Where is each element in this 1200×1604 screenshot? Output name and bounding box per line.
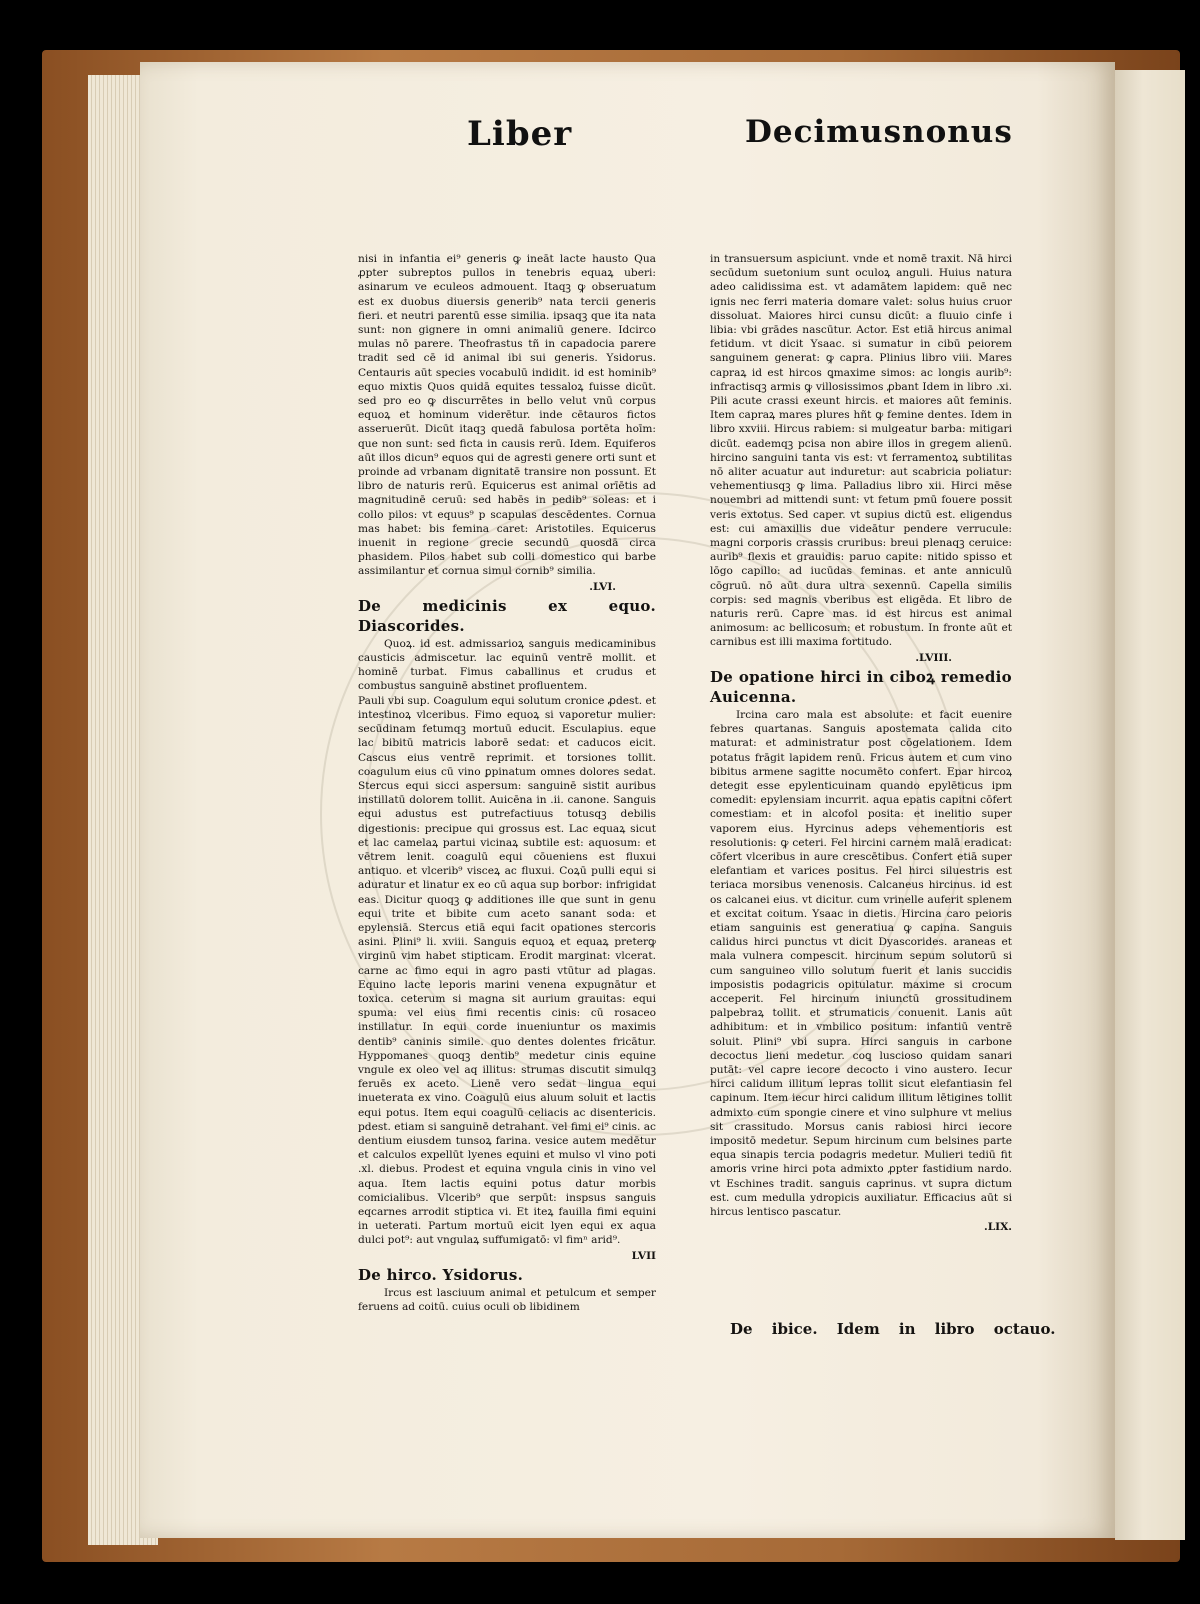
book-page <box>140 62 1115 1538</box>
paragraph: in transuersum aspiciunt. vnde et nomē traxit. Nā hirci secūdum suetonium sunt oculoꝝ anguli. Huius natura adeo calidissima est. vt adamātem lapidem: quē nec ignis nec ferri materia domare valet: solus huius cruor dissoluat. Maiores hirci cunsu dicūt: a fluuio cinfe i libia: vbi grādes nascūtur. Actor. Est etiā hircus animal fetidum. vt dicit Ysaac. si sumatur in cibū peiorem sanguinem generat: ꝙ capra. Plinius libro viii. Mares capraꝝ id est hircos ꝗmaxime simos: ac longis aurib⁹: infractisqꝫ armis ꝙ villosissimos ꝓbant Idem in libro .xi. Pili acute crassi exeunt hircis. et maiores aūt feminis. Item capraꝝ mares plures hñt ꝙ femine dentes. Idem in libro xxviii. Hircus rabiem: si mulgeatur barba: mitigari dicūt. eademqꝫ pcisa non abire illos in gregem alienū. hircino sanguini tanta vis est: vt ferramentoꝝ subtilitas nō aliter acuatur aut induretur: aut scabricia poliatur: vehementiusqꝫ ꝙ lima. Palladius libro xii. Hirci mēse nouembri ad mittendi sunt: vt fetum pmū fouere possit veris extotus. Sed caper. vt supius dictū est. eligendus est: cui amaxillis due videātur pendere verrucule: magni corporis crassis cruribus: breui plenaqꝫ ceruice: aurib⁹ flexis et grauidis: paruo capite: nitido spisso et lōgo capillo: ad iucūdas feminas. et ante anniculū cōgruū. nō aūt dura ultra sexennū. Capella similis corpis: sed magnis vberibus est eligēda. Et libro de naturis rerū. Capre mas. id est hircus est animal animosum: ac bellicosum: et robustum. In fronte aūt et carnibus est illi maxima fortitudo. <box>710 253 1012 649</box>
chapter-heading: De hirco. Ysidorus. <box>358 1265 524 1284</box>
paragraph: nisi in infantia ei⁹ generis ꝙ ineāt lacte hausto Qua ꝓpter subreptos pullos in tenebris equaꝝ uberi: asinarum ve eculeos admouent. Itaqꝫ ꝙ obseruatum est ex duobus diuersis generib⁹ nata tercii generis fieri. et neutri parentū esse similia. ipsaqꝫ que ita nata sunt: non gignere in omni animaliū genere. Idcirco mulas nō parere. Theofrastus tñ in capadocia parere tradit sed cē id animal ibi sui generis. Ysidorus. Centauris aūt species vocabulū indidit. id est hominib⁹ equo mixtis Quos quidā equites tessaloꝝ fuisse dicūt. sed pro eo ꝙ discurrētes in bello velut vnū corpus equoꝝ et hominum viderētur. inde cētauros fictos asseruerūt. Dicūt itaqꝫ quedā fabulosa portēta hoīm: que non sunt: sed ficta in causis rerū. Idem. Equiferos aūt illos dicun⁹ equos qui de agresti genere orti sunt et proinde ad vrbanam dignitatē transire non possunt. Et libro de naturis rerū. Equicerus est animal orīētis ad magnitudinē ceruū: sed habēs in pedib⁹ soleas: et i collo pilos: vt equus⁹ p scapulas descēdentes. Cornua mas habet: bis femina caret: Aristotiles. Equicerus inuenit in regione grecie secundū quosdā circa phasidem. Pilos habet sub colli domestico qui barbe assimilantur et cornua simul cornib⁹ similia. <box>358 253 656 578</box>
chapter-heading: De medicinis ex equo. Diascorides. <box>358 596 656 635</box>
chapter-number: .LIX. <box>984 1221 1012 1234</box>
paragraph: Ircina caro mala est absolute: et facit euenire febres quartanas. Sanguis apostemata calida cito maturat: et administratur post cōgelationem. Idem potatus frāgit lapidem renū. Fricus autem et cum vino bibitus armene sagitte nocumēto confert. Epar hircoꝝ detegit esse epylenticuinam quando epylēticus ipm comedit: epylensiam incurrit. aqua epatis capitni cōfert comestiam: et in alcofol posita: et inelitio super vaporem eius. Hyrcinus adeps vehementioris est resolutionis: ꝙ ceteri. Fel hircini carnem malā eradicat: cōfert vlceribus in aure crescētibus. Confert etiā super elefantiam et varices positus. Fel hirci siluestris est teriaca morsibus venenosis. Calcaneus hircinus. id est os calcanei eius. vt dicitur. cum vrinelle auferit splenem et excitat coitum. Ysaac in dietis. Hircina caro peioris etiam sanguinis est generatiua ꝙ capina. Sanguis calidus hirci punctus vt dicit Dyascorides. araneas et mala vulnera compescit. hircinum sepum solutorū si cum sanguineo villo solutum fuerit et lanis succidis imposistis podagricis opitulatur. maxime si crocum acceperit. Fel hircinum iniunctū grossitudinem palpebraꝝ tollit. et strumaticis conuenit. Lanis aūt adhibitum: et in vmbilico positum: infantiū ventrē soluit. Plini⁹ vbi supra. Hirci sanguis in carbone decoctus lieni medetur. coꝗ luscioso quidam sanari putāt: vel capre iecore decocto i vino austero. Iecur hirci calidum illitum lepras tollit sicut elefantiasin fel capinum. Item iecur hirci calidum illitum lētigines tollit admixto cum spongie cinere et vino sulphure vt melius sit crassitudo. Morsus canis rabiosi hirci iecore impositō medetur. Sepum hircinum cum belsines parte equa sinapis tercia podagris medetur. Mulieri tediū fit amoris vrine hirci pota admixto ꝓpter fastidium nardo. vt Eschines tradit. sanguis caprinus. vt supra dictum est. cum medulla ydropicis auxiliatur. Efficacius aūt si hircus lentisco pascatur. <box>710 708 1012 1218</box>
chapter-number: .LVI. <box>589 580 616 593</box>
chapter-number: LVII <box>631 1249 656 1262</box>
running-head-left: Liber <box>467 114 573 154</box>
facing-page-edge <box>1115 70 1185 1540</box>
running-head-right: Decimusnonus <box>745 114 1013 150</box>
paragraph: Ircus est lasciuum animal et petulcum et semper feruens ad coitū. cuius oculi ob libidinem <box>358 1286 656 1314</box>
right-column <box>710 252 1012 1235</box>
chapter-number: .LVIII. <box>915 651 952 664</box>
chapter-heading: De ibice. Idem in libro octauo. <box>730 1320 1056 1338</box>
paragraph: Pauli vbi sup. Coagulum equi solutum cronice ꝓdest. et intestinoꝝ vlceribus. Fimo equoꝝ si vaporetur mulier: secūdinam fetumqꝫ mortuū educit. Esculapius. eque lac bibitū matricis laborē sedat: et caducos eicit. Cascus eius ventrē reprimit. et torsiones tollit. coagulum eius cū vino ꝑpinatum omnes dolores sedat. Stercus equi sicci aspersum: sanguinē sistit auribus instillatū dolorem tollit. Auicēna in .ii. canone. Sanguis equi adustus est putrefactiuus totusqꝫ debilis digestionis: precipue qui grossus est. Lac equaꝝ sicut et lac camelaꝝ partui vicinaꝝ subtile est: aquosum: et vētrem lenit. coagulū equi cōueniens est fluxui antiquo. et vlcerib⁹ visceꝝ ac fluxui. Coꝝū pulli equi si aduratur et linatur ex eo cū aqua sup borbor: infrigidat eas. Dicitur quoqꝫ ꝙ additiones ille que sunt in genu equi trite et bibite cum aceto sanant soda: et epylensiā. Stercus etiā equi facit opationes stercoris asini. Plini⁹ li. xviii. Sanguis equoꝝ et equaꝝ preterꝙ virginū vim habet stipticam. Erodit marginat: vlcerat. carne ac fimo equi in agro pasti vtūtur ad plagas. Equino lacte leporis marini venena expugnātur et toxica. ceterum si magna sit aurium grauitas: equi spuma: vel eius fimi recentis cinis: cū rosaceo instillatur. In equi corde inueniuntur os maximis dentib⁹ caninis simile. quo dentes dolentes fricātur. Hyppomanes quoqꝫ dentib⁹ medetur cinis equine vngule ex oleo vel aq illitus: strumas discutit simulqꝫ feruēs ex aceto. Lienē vero sedat lingua equi inueterata ex vino. Coagulū eius aluum soluit et lactis equi potus. Item equi coagulū celiacis ac disentericis. pdest. etiam si sanguinē detrahant. vel fimi ei⁹ cinis. ac dentium eiusdem tunsoꝝ farina. vesice autem medētur et calculos expellūt lyenes equini et mulso vl vino poti .xl. diebus. Prodest et equina vngula cinis in vino vel aqua. Item lactis equini potus datur morbis comicialibus. Vlcerib⁹ que serpūt: inspsus sanguis eqcarnes arrodit stiptica vi. Et iteꝝ fauilla fimi equini in ueterati. Partum mortuū eicit lyen equi ex aqua dulci pot⁹: aut vngulaꝝ suffumigatō: vl fimⁿ arid⁹. <box>358 694 656 1247</box>
paragraph: Quoꝝ. id est. admissarioꝝ sanguis medicaminibus causticis admiscetur. lac equinū ventrē mollit. et hominē turbat. Fimus caballinus et crudus et combustus sanguinē abstinet profluentem. <box>358 637 656 693</box>
chapter-heading: De opatione hirci in ciboꝝ remedio Auicenna. <box>710 667 1012 706</box>
left-column <box>358 252 656 1314</box>
